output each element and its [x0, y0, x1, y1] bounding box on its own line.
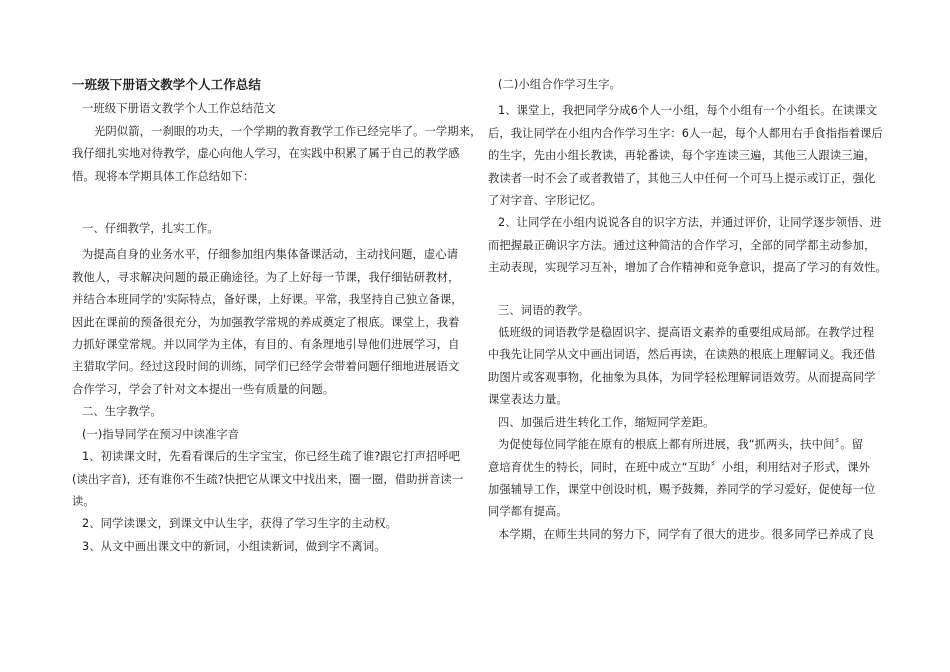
section-heading: 二、生字教学。: [82, 405, 162, 419]
paragraph-line: 本学期，在师生共同的努力下，同学有了很大的进步。很多同学已养成了良: [498, 527, 875, 541]
paragraph-line: 课堂表达力量。: [488, 393, 568, 407]
paragraph-line: 而把握最正确识字方法。通过这种简洁的合作学习，全部的同学都主动参加，: [488, 238, 876, 252]
paragraph-line: 我仔细扎实地对待教学，虚心向他人学习，在实践中积累了属于自己的教学感: [72, 147, 460, 161]
paragraph-line: 2、同学读课文，到课文中认生字，获得了学习生字的主动权。: [82, 517, 398, 531]
section-heading: 四、加强后进生转化工作，缩短同学差距。: [498, 415, 715, 429]
subsection-heading: (一)指导同学在预习中读准字音: [82, 427, 240, 441]
paragraph-line: 主猎取学问。经过这段时间的训练，同学们已经学会带着问题仔细地进展语文: [72, 360, 460, 374]
paragraph-line: 中我先让同学从文中画出词语，然后再读，在读熟的根底上理解词义。我还借: [488, 348, 876, 362]
paragraph-line: 教读者一时不会了或者教错了，其他三人中任何一个可马上提示或订正，强化: [488, 171, 876, 185]
document-title: 一班级下册语文教学个人工作总结: [72, 77, 262, 92]
paragraph-line: 1、课堂上，我把同学分成6个人一小组，每个小组有一个小组长。在读课文: [498, 104, 878, 118]
paragraph-line: 并结合本班同学的'实际特点，备好课，上好课。平常，我坚持自己独立备课，: [72, 293, 463, 307]
paragraph-line: 主动表现，实现学习互补，增加了合作精神和竞争意识，提高了学习的有效性。: [488, 261, 887, 275]
paragraph-line: 读。: [72, 494, 95, 508]
paragraph-line: 低班级的词语教学是稳固识字、提高语文素养的重要组成局部。在教学过程: [498, 326, 875, 340]
paragraph-line: 合作学习，学会了针对文本提出一些有质量的问题。: [72, 382, 335, 396]
paragraph-line: 1、初读课文时，先看看课后的生字宝宝，你已经生疏了谁?跟它打声招呼吧: [82, 450, 461, 464]
right-column: [488, 74, 888, 546]
paragraph-line: 的生字，先由小组长教读，再轮番读，每个字连读三遍，其他三人跟读三遍，: [488, 149, 876, 163]
paragraph-line: 意培育优生的特长，同时，在班中成立“互助〞小组，利用结对子形式，课外: [488, 460, 871, 474]
paragraph-line: 力抓好课堂常规。并以同学为主体，有目的、有条理地引导他们进展学习，自: [72, 338, 460, 352]
left-column: [72, 74, 482, 558]
paragraph-line: 后，我让同学在小组内合作学习生字：6人一起，每个人都用右手食指指着课后: [488, 126, 883, 140]
paragraph-line: 因此在课前的预备很充分，为加强教学常规的养成奠定了根底。课堂上，我着: [72, 315, 460, 329]
paragraph-line: 了对字音、字形记忆。: [488, 194, 602, 208]
section-heading: 三、词语的教学。: [498, 303, 590, 317]
paragraph-line: 助图片或客观事物，化抽象为具体，为同学轻松理解词语效劳。从而提高同学: [488, 370, 876, 384]
paragraph-line: 光阴似箭，一刹眼的功夫，一个学期的教育教学工作已经完毕了。一学期来，: [94, 124, 482, 138]
paragraph-line: 为促使每位同学能在原有的根底上都有所进展，我“抓两头，扶中间〞。留: [498, 438, 864, 452]
subsection-heading: (二)小组合作学习生字。: [498, 78, 621, 91]
paragraph-line: (读出字音)，还有谁你不生疏?快把它从课文中找出来，圈一圈，借助拼音读一: [72, 472, 464, 486]
paragraph-line: 教他人，寻求解决问题的最正确途径。为了上好每一节课，我仔细钻研教材，: [72, 270, 460, 284]
paragraph-line: 3、从文中画出课文中的新词，小组读新词，做到字不离词。: [82, 539, 386, 553]
paragraph-line: 同学都有提高。: [488, 505, 568, 519]
paragraph-line: 悟。现将本学期具体工作总结如下：: [72, 169, 255, 183]
document-subtitle: 一班级下册语文教学个人工作总结范文: [82, 102, 276, 116]
paragraph-line: 为提高自身的业务水平，仔细参加组内集体备课活动，主动找问题，虚心请: [82, 248, 459, 262]
paragraph-line: 加强辅导工作，课堂中创设时机，赐予鼓舞，养同学的学习爱好，促使每一位: [488, 482, 876, 496]
paragraph-line: 2、让同学在小组内说说各自的识字方法，并通过评价，让同学逐步领悟、进: [498, 216, 882, 230]
section-heading: 一、仔细教学，扎实工作。: [82, 222, 219, 236]
